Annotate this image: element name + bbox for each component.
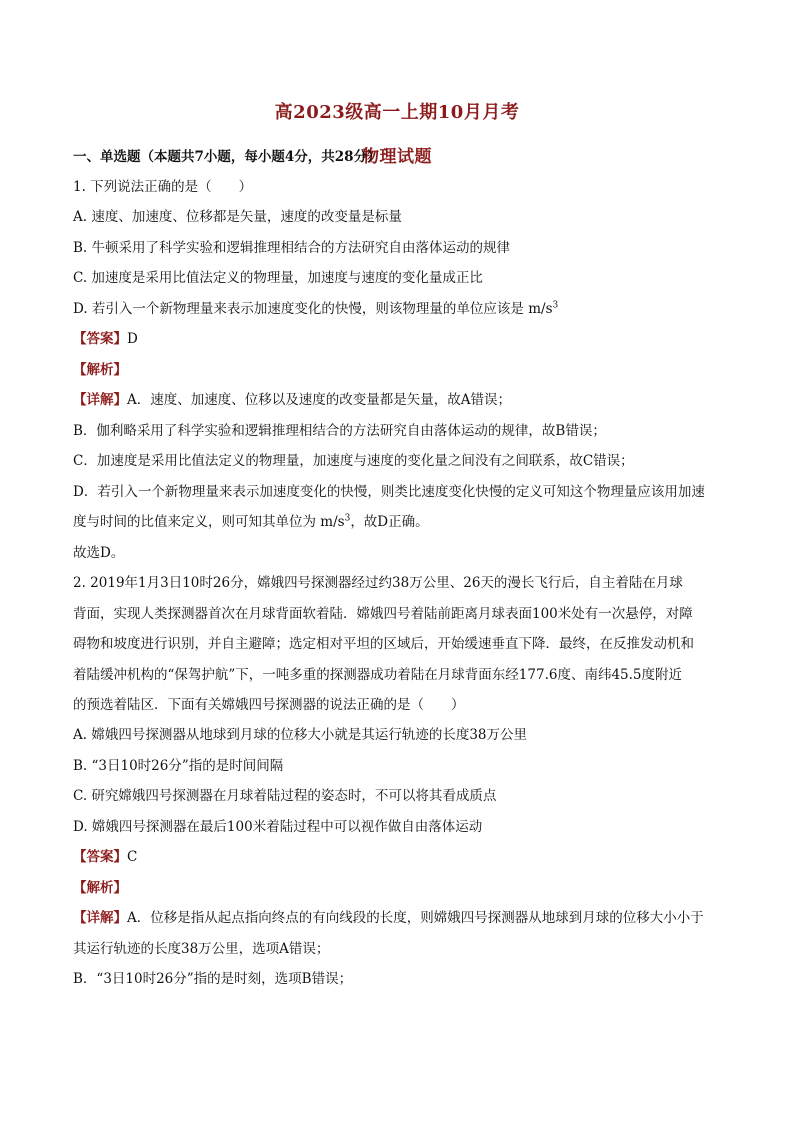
q1-detail-a-text: A．速度、加速度、位移以及速度的改变量都是矢量，故A错误；: [127, 392, 511, 408]
q1-option-a: A. 速度、加速度、位移都是矢量，速度的改变量是标量: [73, 209, 402, 225]
q1-analysis-label: 【解析】: [73, 362, 127, 378]
q1-answer-label: 【答案】: [73, 331, 127, 347]
q1-stem: 1. 下列说法正确的是（ ）: [73, 179, 253, 195]
q2-option-d: D. 嫦娥四号探测器在最后100米着陆过程中可以视作做自由落体运动: [73, 819, 483, 835]
q1-detail-label: 【详解】: [73, 392, 127, 408]
q2-stem-line4: 着陆缓冲机构的“保驾护航”下，一吨多重的探测器成功着陆在月球背面东经177.6度、南纬45.5度附近: [73, 667, 683, 683]
q2-detail-a1-text: A．位移是指从起点指向终点的有向线段的长度，则嫦娥四号探测器从地球到月球的位移大小小于: [127, 910, 704, 926]
q1-option-b: B. 牛顿采用了科学实验和逻辑推理相结合的方法研究自由落体运动的规律: [73, 240, 511, 256]
q2-stem-line3: 碍物和坡度进行识别，并自主避障；选定相对平坦的区域后，开始缓速垂直下降．最终，在反推发动机和: [73, 636, 694, 652]
q2-option-c: C. 研究嫦娥四号探测器在月球着陆过程的姿态时，不可以将其看成质点: [73, 788, 497, 804]
q1-detail-d2-tail: ，故D正确。: [350, 514, 429, 530]
q2-analysis-label: 【解析】: [73, 880, 127, 896]
q1-detail-d2-text: 度与时间的比值来定义，则可知其单位为 m/s: [73, 514, 345, 530]
q2-answer-value: C: [127, 849, 138, 865]
exam-subtitle: 物理试题: [362, 147, 432, 167]
q2-stem-line1: 2. 2019年1月3日10时26分，嫦娥四号探测器经过约38万公里、26天的漫长飞行后，自主着陆在月球: [73, 575, 683, 591]
q2-option-b: B. “3日10时26分”指的是时间间隔: [73, 758, 284, 774]
q2-answer-label: 【答案】: [73, 849, 127, 865]
q1-conclusion: 故选D。: [73, 545, 125, 561]
q2-detail-b: B．“3日10时26分”指的是时刻，选项B错误；: [73, 971, 353, 987]
q1-option-d-exponent: 3: [552, 300, 559, 311]
q1-detail-a: [73, 390, 723, 410]
q1-answer: [73, 329, 723, 349]
q2-stem-line2: 背面，实现人类探测器首次在月球背面软着陆．嫦娥四号着陆前距离月球表面100米处有一次悬停，对障: [73, 606, 693, 622]
q1-detail-d-line1: D．若引入一个新物理量来表示加速度变化的快慢，则类比速度变化快慢的定义可知这个物理量应该用加速: [73, 484, 705, 500]
q2-detail-a-line2: 其运行轨迹的长度38万公里，选项A错误；: [73, 941, 330, 957]
q1-detail-b: B．伽利略采用了科学实验和逻辑推理相结合的方法研究自由落体运动的规律，故B错误；: [73, 423, 606, 439]
q1-detail-c: C．加速度是采用比值法定义的物理量，加速度与速度的变化量之间没有之间联系，故C错误；: [73, 453, 634, 469]
section-heading: 一、单选题（本题共7小题，每小题4分，共28分）: [73, 149, 381, 165]
q1-detail-d2-exponent: 3: [344, 513, 351, 524]
q1-option-d-text: D. 若引入一个新物理量来表示加速度变化的快慢，则该物理量的单位应该是 m/s: [73, 301, 553, 317]
exam-title: 高2023级高一上期10月月考: [274, 102, 520, 123]
q1-option-d: [73, 299, 723, 319]
q2-answer: [73, 847, 723, 867]
q2-stem-line5: 的预选着陆区．下面有关嫦娥四号探测器的说法正确的是（ ）: [73, 697, 465, 713]
q2-option-a: A. 嫦娥四号探测器从地球到月球的位移大小就是其运行轨迹的长度38万公里: [73, 727, 528, 743]
q2-detail-a-line1: [73, 908, 723, 928]
q1-detail-d-line2: [73, 512, 723, 532]
q2-detail-label: 【详解】: [73, 910, 127, 926]
q1-answer-value: D: [127, 331, 138, 347]
q1-option-c: C. 加速度是采用比值法定义的物理量，加速度与速度的变化量成正比: [73, 270, 483, 286]
